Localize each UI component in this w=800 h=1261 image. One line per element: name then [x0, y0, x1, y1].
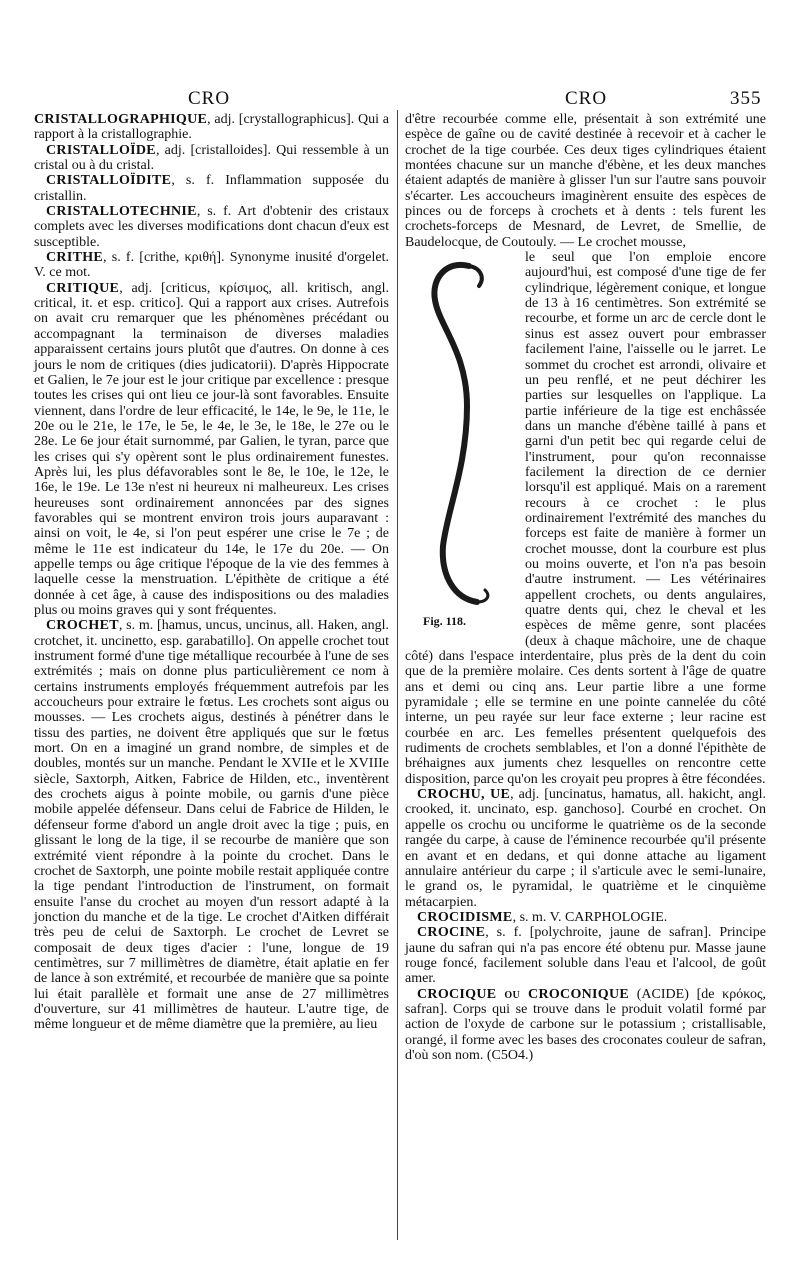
figure-118: [405, 252, 517, 635]
figure-caption: Fig. 118.: [423, 614, 467, 629]
entry-cristallotechnie: CRISTALLOTECHNIE, s. f. Art d'obtenir des cristaux complets avec les diverses modifications dont chacun d'eux est susceptible.: [34, 204, 389, 250]
entry-crocidisme: CROCIDISME, s. m. V. CARPHOLOGIE.: [417, 909, 668, 925]
entry-crocique: CROCIQUE ou CROCONIQUE (ACIDE) [de κρόκος, safran]. Corps qui se trouve dans le produit volatil formé par action de l'oxyde de carbone sur le potassium ; cristallisable, orangé, il forme avec les bases des croconates couleur de safran, d'où son nom. (C5O4.): [405, 986, 766, 1063]
entry-cristallographique: CRISTALLOGRAPHIQUE, adj. [crystallographicus]. Qui a rapport à la cristallographie.: [34, 112, 389, 143]
column-divider: [397, 110, 398, 1240]
figure-wrap-area: [405, 250, 766, 787]
entry-crocine: CROCINE, s. f. [polychroite, jaune de safran]. Principe jaune du safran qui n'a pas encore été obtenu pur. Masse jaune rouge foncé, facilement soluble dans l'eau et l'alcool, de goût amer.: [405, 925, 766, 987]
entry-cristalloide: CRISTALLOÏDE, adj. [cristalloides]. Qui ressemble à un cristal ou à du cristal.: [34, 142, 389, 174]
page-number: 355: [730, 88, 762, 109]
crochet-continued-text: d'être recourbée comme elle, présentait à son extrémité une espèce de gaîne ou de cavité destinée à recevoir et à cacher le crochet de la tige courbée. Ces deux tiges cylindriques étaient montées chacune sur un manche d'ébène, et les deux manches étaient adaptés de manière à glisser l'un sur l'autre sans pouvoir s'écarter. Les accoucheurs imaginèrent ensuite des espèces de pinces ou de forceps à crochets et à dents : tels furent les crochets-forceps de Mesnard, de Levret, de Smellie, de Baudelocque, de Coutouly. — Le crochet mousse,: [405, 112, 766, 250]
blunt-hook-illustration: [407, 256, 507, 616]
header-right-word: CRO: [565, 88, 608, 109]
entry-critique: CRITIQUE, adj. [criticus, κρίσιμος, all. kritisch, angl. critical, it. et esp. critico]. Qui a rapport aux crises. Autrefois on avait cru remarquer que les phénomènes précédant ou accompagnant la terminaison de diverses maladies apparaissent certains jours plutôt que d'autres. On donne à ces jours le nom de critiques (dies judicatorii). D'après Hippocrate et Galien, le 7e jour est le jour critique par excellence : presque toutes les crises qui ont lieu ce jour-là sont favorables. Ensuite viennent, dans l'ordre de leur efficacité, le 14e, le 9e, le 11e, le 20e ou le 21e, le 17e, le 5e, le 4e, le 3e, le 18e, le 27e ou le 28e. Le 6e jour était surnommé, par Galien, le tyran, parce que les crises qui s'y opèrent sont le plus ordinairement funestes. Après lui, les plus défavorables sont le 8e, le 10e, le 12e, le 16e, le 19e. Le 13e n'est ni heureux ni malheureux. Les crises heureuses sont ordinairement annoncées par des signes favorables qui se montrent environ trois jours auparavant : ainsi on voit, le 4e, si l'on peut espérer une crise le 7e ; de même le 11e est indicateur du 14e, le 17e du 20e. — On appelle temps ou âge critique l'époque de la vie des femmes à laquelle cesse la menstruation. L'épithète de critique a été donnée à cet âge, à cause des indispositions ou des maladies plus ou moins graves qui y sont fréquentes.: [34, 280, 389, 618]
left-column: [34, 112, 389, 1033]
header-left-word: CRO: [188, 88, 231, 109]
running-header: [0, 88, 800, 112]
right-column: [405, 112, 766, 1063]
entry-cristalloidite: CRISTALLOÏDITE, s. f. Inflammation supposée du cristallin.: [34, 173, 389, 204]
entry-crochu: CROCHU, UE, adj. [uncinatus, hamatus, all. hakicht, angl. crooked, it. uncinato, esp. ganchoso]. Courbé en crochet. On appelle os crochu ou unciforme le quatrième os de la seconde rangée du carpe, à cause de l'éminence recourbée qu'il présente en avant et en dedans, et qui donne attache au ligament annulaire antérieur du carpe ; il s'articule avec le semi-lunaire, le grand os, le pyramidal, le quatrième et le cinquième métacarpien.: [405, 787, 766, 910]
entry-crochet: CROCHET, s. m. [hamus, uncus, uncinus, all. Haken, angl. crotchet, it. uncinetto, esp. garabatillo]. On appelle crochet tout instrument formé d'une tige métallique recourbée à l'une de ses extrémités ; mais on donne plus particulièrement ce nom à certains instruments employés fréquemment autrefois par les accoucheurs pour extraire le fœtus. Les crochets sont aigus ou mousses. — Les crochets aigus, destinés à pénétrer dans le tissu des parties, ne doivent être appliqués que sur le fœtus mort. On en a imaginé un grand nombre, de simples et de doubles, montés sur un manche. Pendant le XVIIe et le XVIIIe siècle, Saxtorph, Aitken, Fabrice de Hilden, etc., inventèrent des crochets aigus à pointe mobile, ou garnis d'une pièce mobile appelée défenseur. Dans celui de Fabrice de Hilden, le défenseur forme d'abord un angle droit avec la tige ; puis, en glissant le long de la tige, il se recourbe de manière que son extrémité vient répondre à la pointe du crochet. Dans le crochet de Saxtorph, une pointe mobile restait appliquée contre la tige pendant l'introduction de l'instrument, on formait ensuite l'anse du crochet au moyen d'un ressort adapté à la jonction du manche et de la tige. Le crochet d'Aitken différait très peu de celui de Saxtorph. Le crochet de Levret se composait de deux tiges d'acier : l'une, longue de 19 centimètres, sur 7 millimètres de diamètre, était aplatie en fer de lance à son extrémité, et recourbée de manière que sa pointe lui était parallèle et formait une anse de 27 millimètres d'ouverture, sur 41 millimètres de hauteur. L'autre tige, de même longueur et de même diamètre que la première, au lieu: [34, 618, 389, 1033]
blunt-hook-description: le seul que l'on emploie encore aujourd'hui, est composé d'une tige de fer cylindrique, légèrement conique, et longue de 13 à 16 centimètres. Son extrémité se recourbe, et forme un arc de cercle dont le sinus est assez ouvert pour embrasser facilement l'aine, l'aisselle ou le jarret. Le sommet du crochet est arrondi, olivaire et un peu renflé, et ne peut déchirer les parties sur lesquelles on l'applique. La partie inférieure de la tige est enchâssée dans un manche d'ébène taillé à pans et garni d'un petit bec qui regarde celui de l'instrument, pour qu'on reconnaisse facilement la direction de ce dernier lorsqu'il est appliqué. Mais on a rarement recours à ce crochet : le plus ordinairement l'extrémité des manches du forceps est faite de manière à former un crochet mousse, dont la courbure est plus ou moins ouverte, et l'on n'a pas besoin d'autre instrument. — Les vétérinaires appellent crochets, ou dents angulaires, quatre dents qui, chez le cheval et les espèces de même genre, sont placées (deux à chaque mâchoire, une de chaque côté) dans l'espace interdentaire, plus près de la dent du coin que de la première molaire. Ces dents sortent à l'âge de quatre ans et demi ou cinq ans. Leur partie libre a une forme pyramidale ; elle se termine en une pointe cannelée du côté interne, un peu rayée sur leur face externe ; leur racine est courbée en arc. Les femelles présentent quelquefois des rudiments de crochets semblables, et l'on a donné l'épithète de bréhaignes aux juments chez lesquelles on rencontre cette disposition, parce qu'on les croyait peu propres à être fécondées.: [405, 250, 766, 787]
entry-crithe: CRITHE, s. f. [crithe, κριθή]. Synonyme inusité d'orgelet. V. ce mot.: [34, 250, 389, 281]
